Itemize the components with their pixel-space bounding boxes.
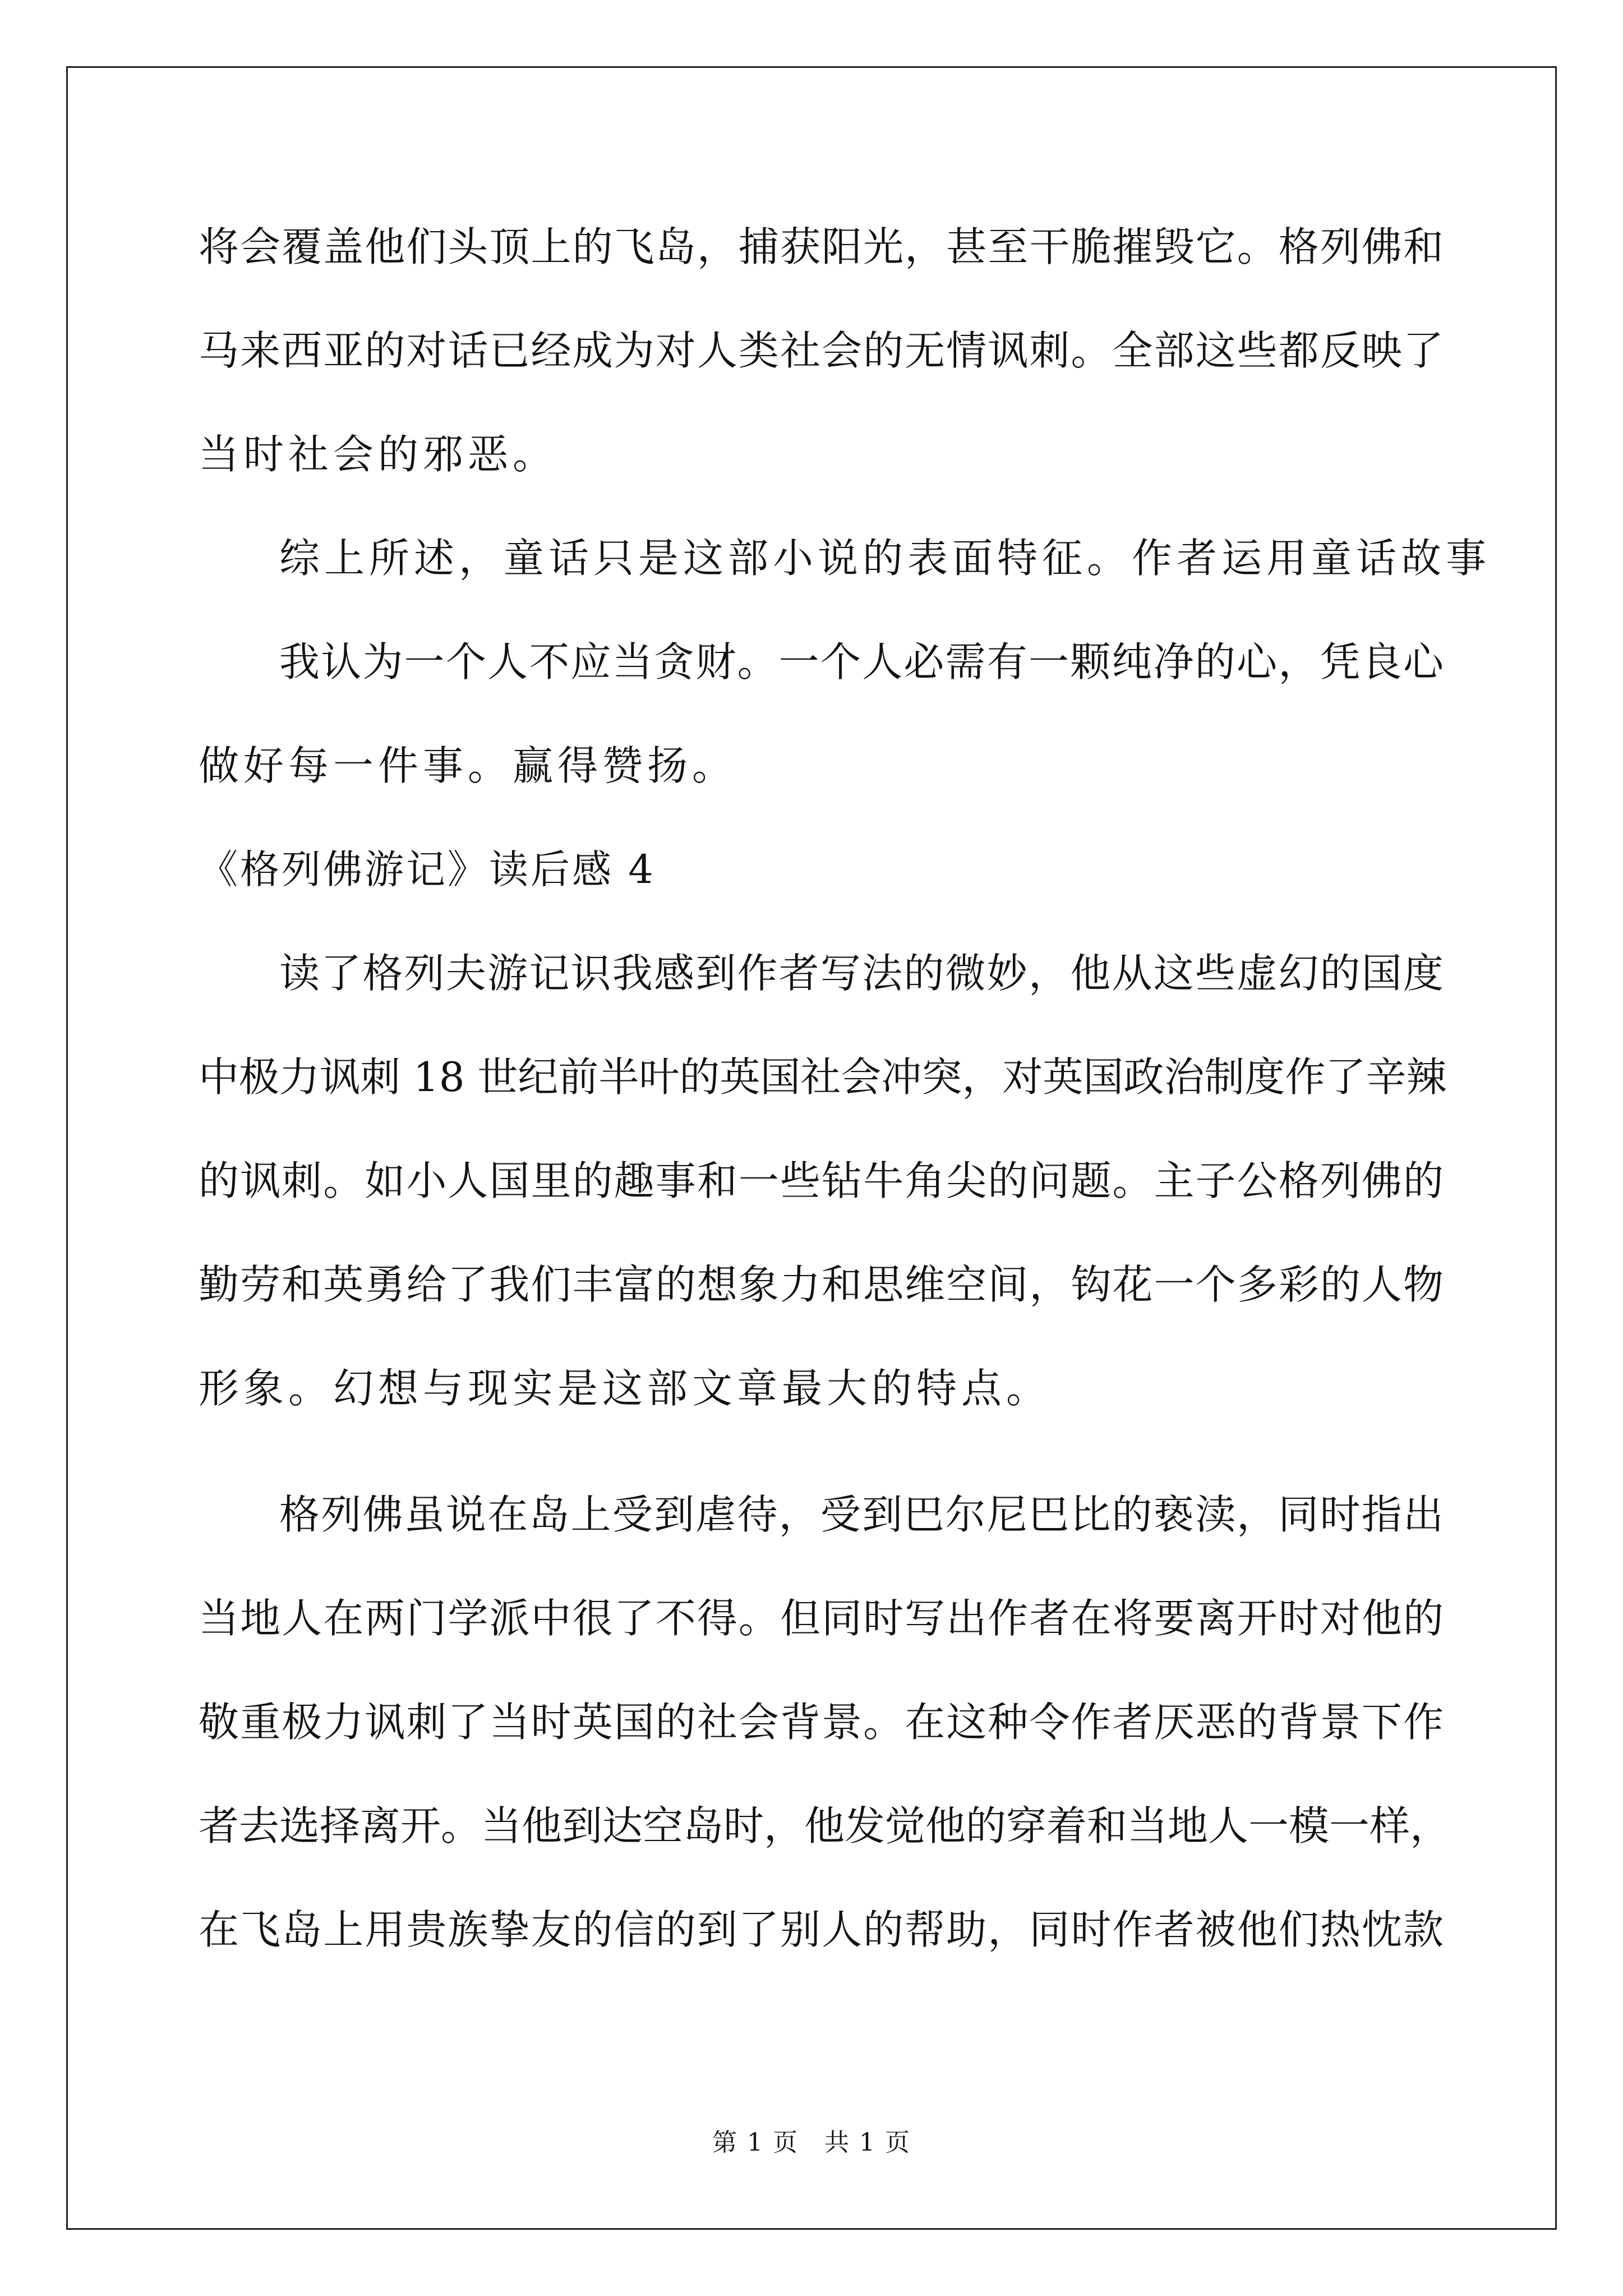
text-line: 者去选择离开。当他到达空岛时，他发觉他的穿着和当地人一模一样，: [199, 1802, 1451, 1849]
paragraph-line: 我认为一个人不应当贪财。一个人必需有一颗纯净的心，凭良心: [279, 638, 1444, 685]
text-line: 的讽刺。如小人国里的趣事和一些钻牛角尖的问题。主子公格列佛的: [199, 1157, 1444, 1204]
text-line: 形象。幻想与现实是这部文章最大的特点。: [199, 1365, 1052, 1412]
text-line: 勤劳和英勇给了我们丰富的想象力和思维空间，钩花一个多彩的人物: [199, 1261, 1444, 1308]
text-line: 将会覆盖他们头顶上的飞岛，捕获阳光，甚至干脆摧毁它。格列佛和: [199, 223, 1444, 270]
text-line: 中极力讽刺 18 世纪前半叶的英国社会冲突，对英国政治制度作了辛辣: [199, 1053, 1447, 1101]
text-line: 做好每一件事。赢得赞扬。: [199, 742, 737, 789]
text-line: 马来西亚的对话已经成为对人类社会的无情讽刺。全部这些都反映了: [199, 327, 1444, 374]
section-heading: 《格列佛游记》读后感 4: [199, 846, 656, 892]
paragraph-line: 读了格列夫游记识我感到作者写法的微妙，他从这些虚幻的国度: [279, 950, 1444, 997]
text-line: 在飞岛上用贵族挚友的信的到了别人的帮助，同时作者被他们热忱款: [199, 1906, 1444, 1953]
text-line: 当时社会的邪恶。: [199, 431, 558, 478]
page-footer: 第 1 页 共 1 页: [712, 2128, 911, 2157]
paragraph-line: 格列佛虽说在岛上受到虐待，受到巴尔尼巴比的亵渎，同时指出: [279, 1491, 1444, 1538]
paragraph-line: 综上所述，童话只是这部小说的表面特征。作者运用童话故事: [279, 535, 1491, 582]
text-line: 敬重极力讽刺了当时英国的社会背景。在这种令作者厌恶的背景下作: [199, 1699, 1444, 1746]
text-line: 当地人在两门学派中很了不得。但同时写出作者在将要离开时对他的: [199, 1595, 1444, 1642]
